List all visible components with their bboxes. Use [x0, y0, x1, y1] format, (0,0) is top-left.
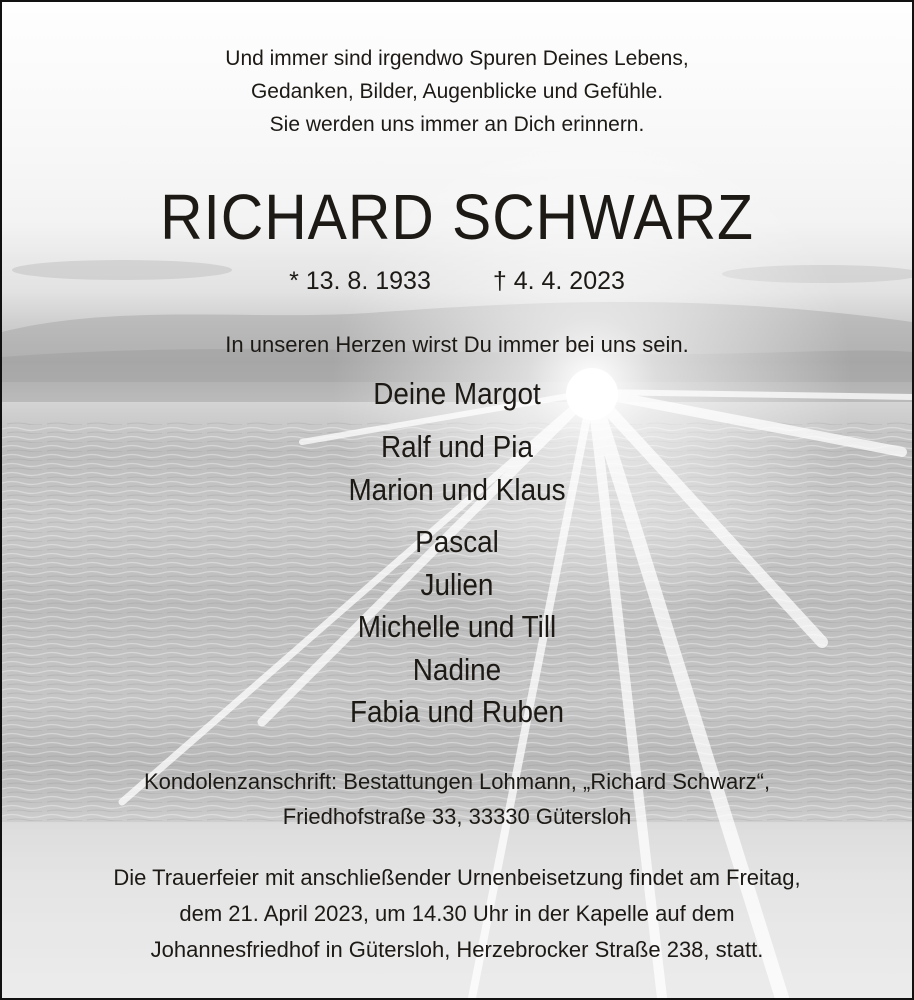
mourner-grandchild: Michelle und Till — [357, 609, 557, 644]
mourner-child: Ralf und Pia — [380, 429, 533, 464]
birth-date: * 13. 8. 1933 — [289, 267, 431, 295]
service-line-1: Die Trauerfeier mit anschließender Urnenbeisetzung findet am Freitag, — [113, 865, 801, 890]
mourner-grandchild: Nadine — [412, 652, 502, 687]
death-date: † 4. 4. 2023 — [492, 267, 625, 295]
mourner-grandchild: Julien — [420, 567, 494, 602]
poem-line-1: Und immer sind irgendwo Spuren Deines Lebens, — [225, 47, 689, 70]
service-line-3: Johannesfriedhof in Gütersloh, Herzebrocker Straße 238, statt. — [150, 937, 764, 962]
mourner-grandchild: Fabia und Ruben — [349, 694, 565, 729]
condolence-line-2: Friedhofstraße 33, 33330 Gütersloh — [282, 804, 632, 829]
mourner-child: Marion und Klaus — [348, 472, 566, 507]
condolence-line-1: Kondolenzanschrift: Bestattungen Lohmann, „Richard Schwarz“, — [143, 769, 771, 794]
deceased-name: RICHARD SCHWARZ — [160, 181, 754, 253]
mourner-grandchild: Pascal — [415, 524, 499, 559]
tribute-line: In unseren Herzen wirst Du immer bei uns sein. — [225, 332, 689, 357]
poem-line-3: Sie werden uns immer an Dich erinnern. — [269, 113, 645, 136]
mourner-spouse: Deine Margot — [373, 376, 541, 411]
service-line-2: dem 21. April 2023, um 14.30 Uhr in der Kapelle auf dem — [179, 901, 735, 926]
poem-line-2: Gedanken, Bilder, Augenblicke und Gefühle. — [250, 80, 664, 103]
life-dates — [2, 266, 912, 296]
